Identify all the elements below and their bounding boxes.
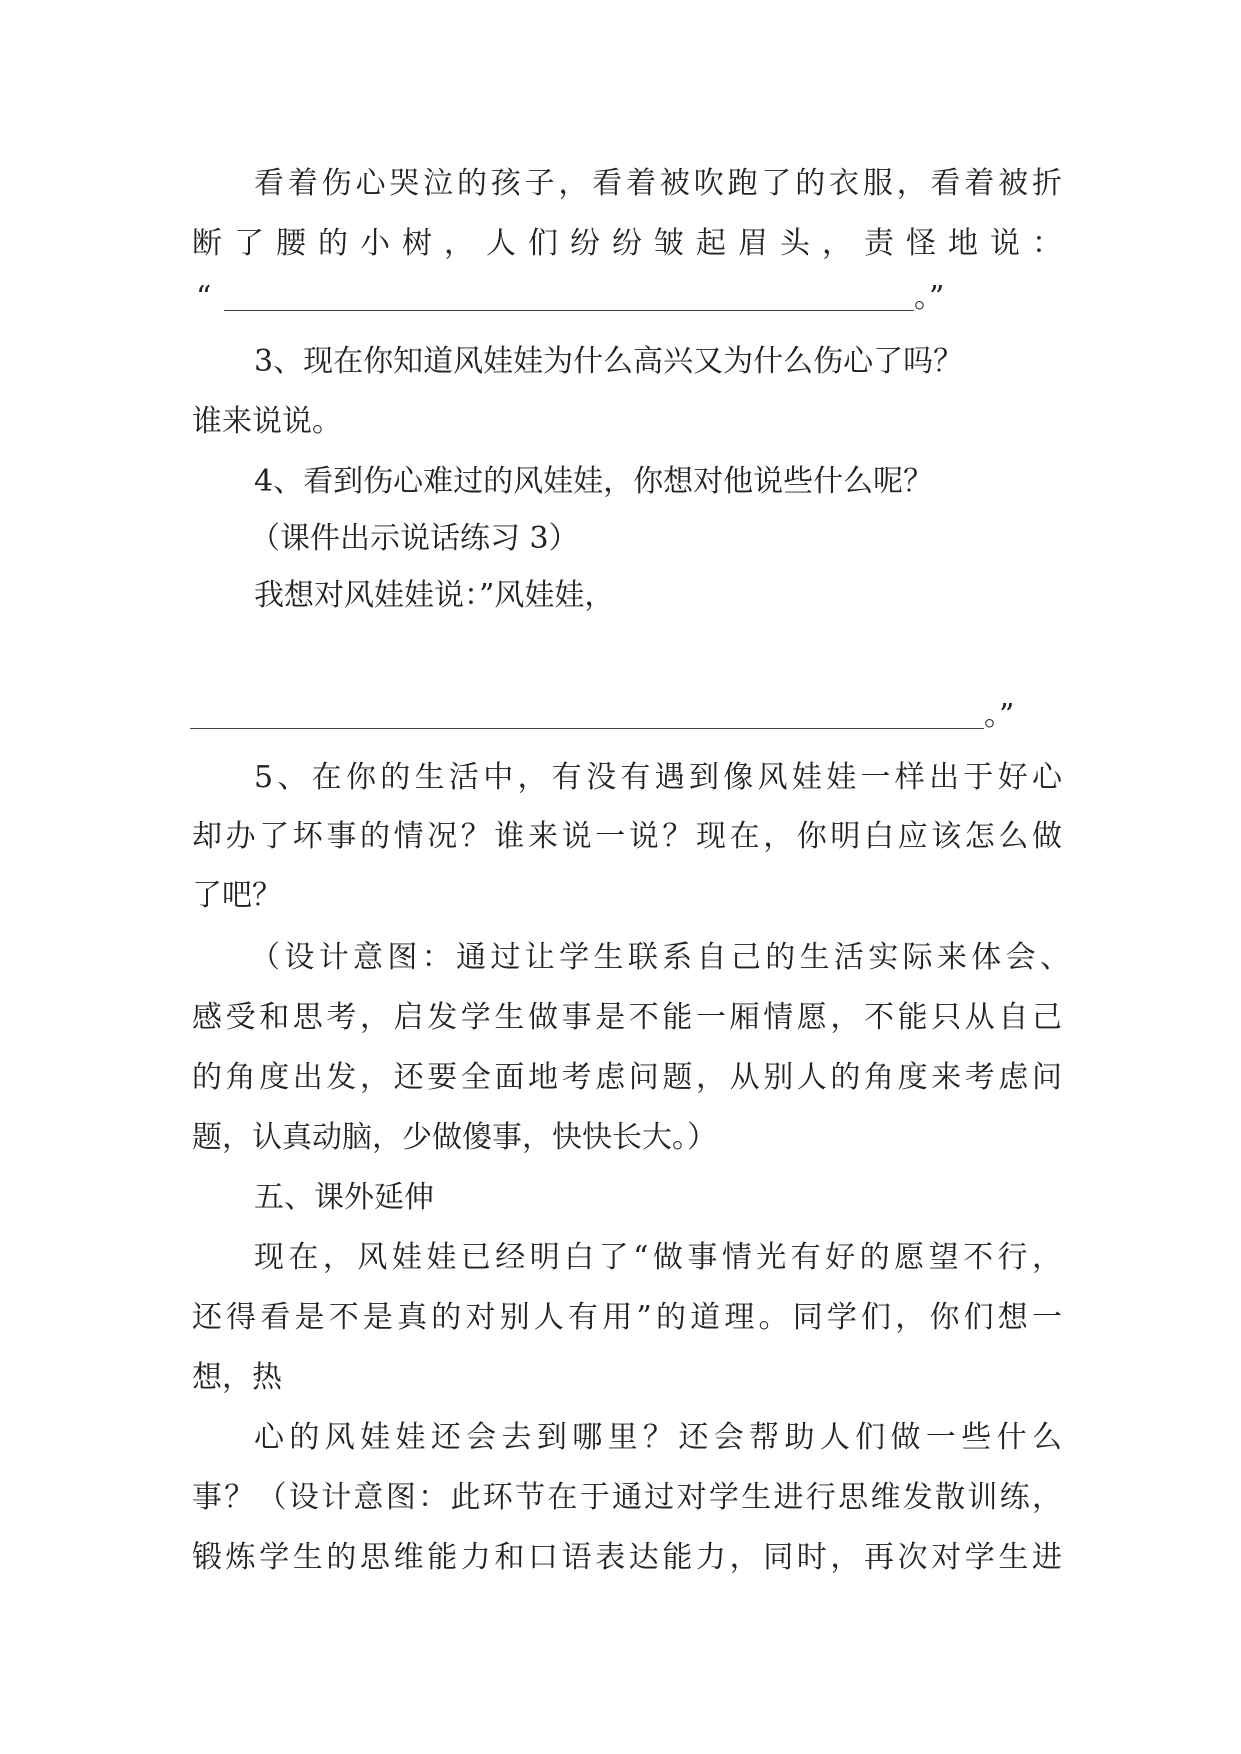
close-quote: 。”	[984, 698, 1015, 733]
paragraph-line: 题，认真动脑，少做傻事，快快长大。）	[192, 1120, 717, 1155]
paragraph-line: 的角度出发，还要全面地考虑问题，从别人的角度来考虑问	[192, 1060, 1062, 1095]
paragraph-line: 感受和思考，启发学生做事是不能一厢情愿，不能只从自己	[192, 1000, 1062, 1035]
paragraph-line: 却办了坏事的情况？谁来说一说？现在，你明白应该怎么做	[192, 819, 1062, 854]
courseware-note: （课件出示说话练习 3）	[250, 521, 579, 556]
paragraph-line: 断了腰的小树，人们纷纷皱起眉头，责怪地说：	[192, 226, 1062, 261]
paragraph-line: 谁来说说。	[192, 404, 342, 439]
paragraph-line: 还得看是不是真的对别人有用”的道理。同学们，你们想一	[192, 1300, 1062, 1335]
paragraph-line: 了吧？	[192, 878, 282, 913]
section-heading: 五、课外延伸	[254, 1180, 434, 1215]
paragraph-line: 现在，风娃娃已经明白了“做事情光有好的愿望不行，	[254, 1240, 1062, 1275]
fill-in-blank-line	[190, 728, 984, 729]
question-3: 3、现在你知道风娃娃为什么高兴又为什么伤心了吗？	[254, 344, 964, 379]
paragraph-line: 看着伤心哭泣的孩子，看着被吹跑了的衣服，看着被折	[254, 166, 1062, 201]
speaking-prompt: 我想对风娃娃说：”风娃娃，	[254, 578, 615, 613]
paragraph-line: 心的风娃娃还会去到哪里？还会帮助人们做一些什么	[254, 1420, 1062, 1455]
fill-in-blank-line	[224, 310, 914, 311]
paragraph-line: 事？（设计意图：此环节在于通过对学生进行思维发散训练，	[192, 1480, 1062, 1515]
design-intent-note: （设计意图：通过让学生联系自己的生活实际来体会、	[250, 940, 1070, 975]
question-4: 4、看到伤心难过的风娃娃，你想对他说些什么呢？	[254, 464, 934, 499]
paragraph-line: 想，热	[192, 1360, 282, 1395]
question-5: 5、在你的生活中，有没有遇到像风娃娃一样出于好心	[254, 760, 1062, 795]
open-quote: “	[196, 280, 212, 315]
paragraph-line: 锻炼学生的思维能力和口语表达能力，同时，再次对学生进	[192, 1540, 1062, 1575]
close-quote: 。”	[914, 280, 945, 315]
